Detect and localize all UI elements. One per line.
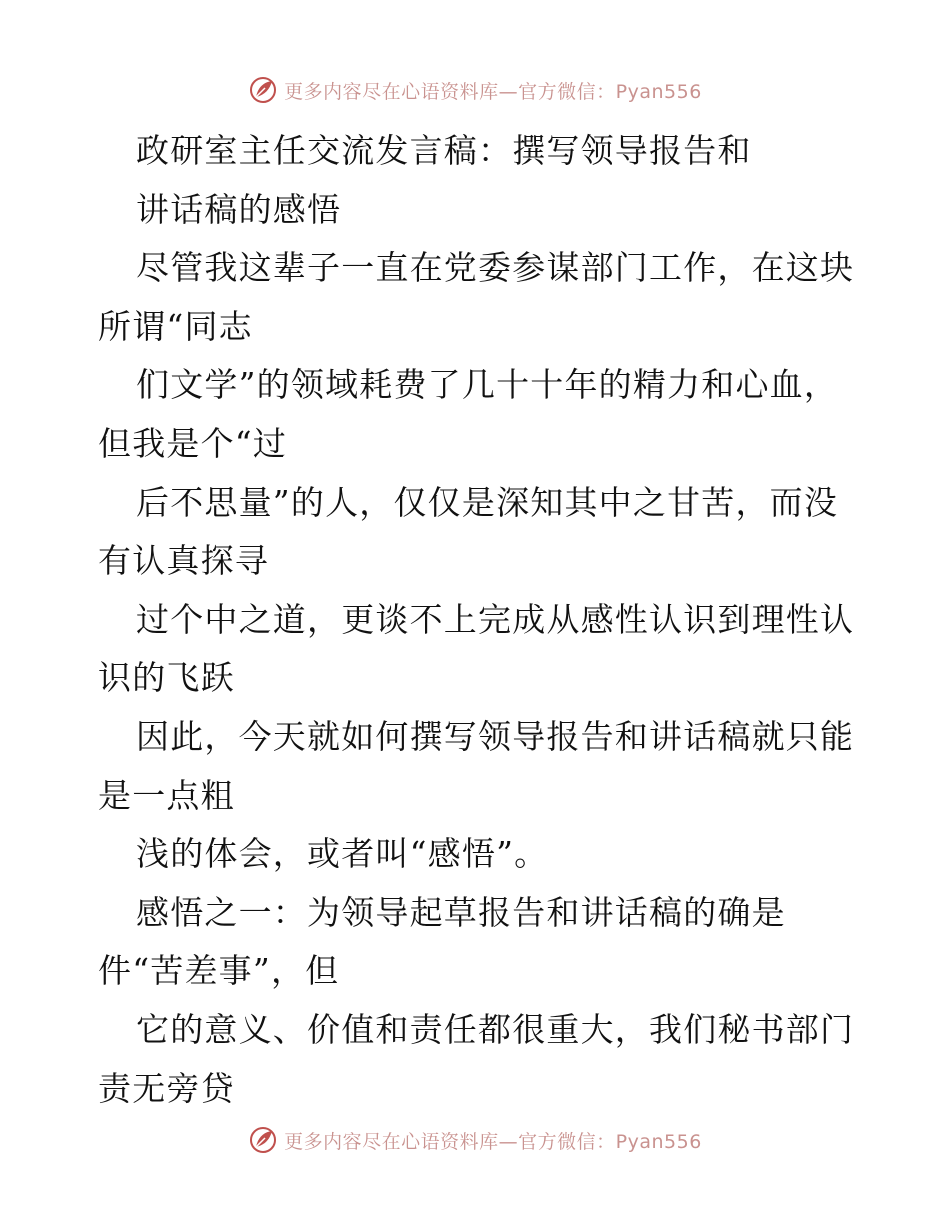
document-line: 过个中之道，更谈不上完成从感性认识到理性认 [136,599,855,639]
document-line: 但我是个“过 [98,423,288,463]
footer-banner [0,1120,950,1160]
document-line: 浅的体会，或者叫“感悟”。 [136,834,549,874]
document-line: 讲话稿的感悟 [136,189,342,229]
document-line: 件“苦差事”，但 [98,951,340,991]
header-banner [0,70,950,110]
document-line: 们文学”的领域耗费了几十十年的精力和心血， [136,365,839,405]
leaf-logo-icon [248,1125,278,1155]
document-line: 政研室主任交流发言稿：撰写领导报告和 [136,131,752,170]
document-line: 因此，今天就如何撰写领导报告和讲话稿就只能 [136,716,855,756]
document-line: 尽管我这辈子一直在党委参谋部门工作，在这块 [136,248,855,288]
document-line: 后不思量”的人，仅仅是深知其中之甘苦，而没 [136,482,839,522]
document-body [98,122,858,1118]
leaf-logo-icon [248,75,278,105]
document-line: 感悟之一：为领导起草报告和讲话稿的确是 [136,892,786,932]
document-line: 所谓“同志 [98,306,253,346]
header-banner-text: 更多内容尽在心语资料库—官方微信：Pyan556 [284,80,702,103]
footer-banner-text: 更多内容尽在心语资料库—官方微信：Pyan556 [284,1130,702,1153]
document-line: 责无旁贷 [98,1068,235,1108]
document-line: 识的飞跃 [98,658,235,698]
document-line: 是一点粗 [98,775,235,815]
document-line: 有认真探寻 [98,541,269,581]
document-line: 它的意义、价值和责任都很重大，我们秘书部门 [136,1009,855,1049]
